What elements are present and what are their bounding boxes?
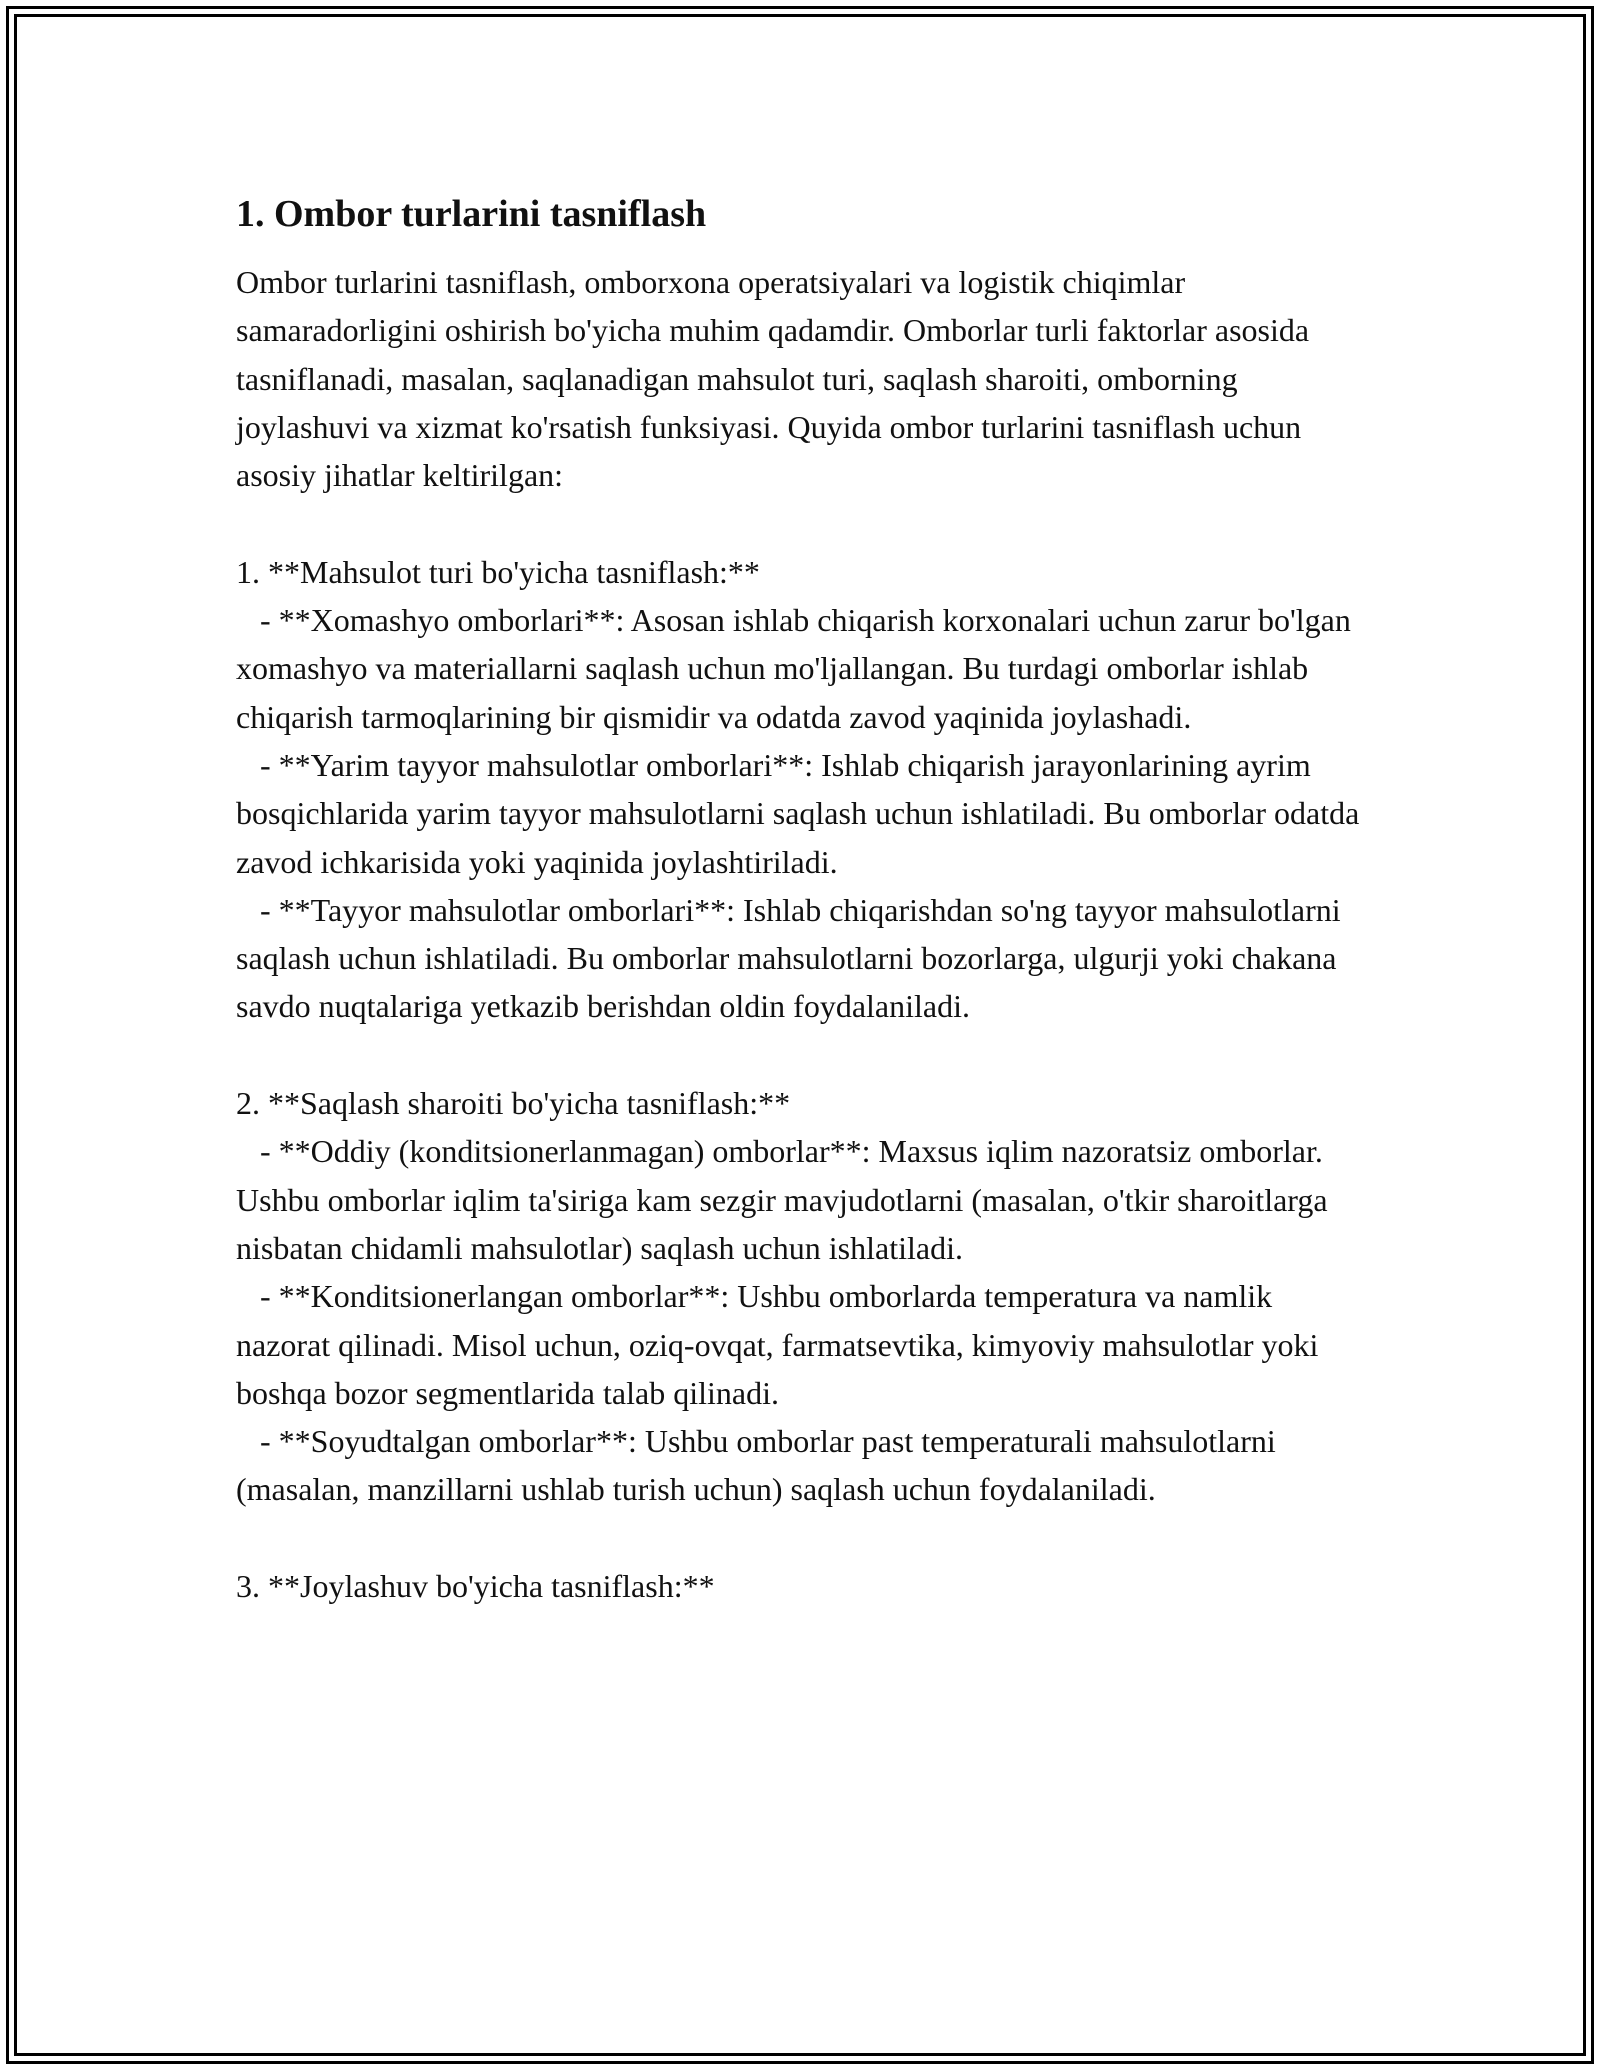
section-heading: 1. Ombor turlarini tasniflash <box>236 193 707 235</box>
document-content <box>236 188 1366 1610</box>
document-body-text: Ombor turlarini tasniflash, omborxona operatsiyalari va logistik chiqimlar samaradorligini oshirish bo'yicha muhim qadamdir. Omborlar turli faktorlar asosida tasniflanadi, masalan, saqlanadigan mahsulot turi, saqlash sharoiti, omborning joylashuvi va xizmat ko'rsatish funksiyasi. Quyida ombor turlarini tasniflash uchun asosiy jihatlar keltirilgan: 1. **Mahsulot turi bo'yicha tasniflash:** - **Xomashyo omborlari**: Asosan ishlab chiqarish korxonalari uchun zarur bo'lgan xomashyo va materiallarni saqlash uchun mo'ljallangan. Bu turdagi omborlar ishlab chiqarish tarmoqlarining bir qismidir va odatda zavod yaqinida joylashadi. - **Yarim tayyor mahsulotlar omborlari**: Ishlab chiqarish jarayonlarining ayrim bosqichlarida yarim tayyor mahsulotlarni saqlash uchun ishlatiladi. Bu omborlar odatda zavod ichkarisida yoki yaqinida joylashtiriladi. - **Tayyor mahsulotlar omborlari**: Ishlab chiqarishdan so'ng tayyor mahsulotlarni saqlash uchun ishlatiladi. Bu omborlar mahsulotlarni bozorlarga, ulgurji yoki chakana savdo nuqtalariga yetkazib berishdan oldin foydalaniladi. 2. **Saqlash sharoiti bo'yicha tasniflash:** - **Oddiy (konditsionerlanmagan) omborlar**: Maxsus iqlim nazoratsiz omborlar. Ushbu omborlar iqlim ta'siriga kam sezgir mavjudotlarni (masalan, o'tkir sharoitlarga nisbatan chidamli mahsulotlar) saqlash uchun ishlatiladi. - **Konditsionerlangan omborlar**: Ushbu omborlarda temperatura va namlik nazorat qilinadi. Misol uchun, oziq-ovqat, farmatsevtika, kimyoviy mahsulotlar yoki boshqa bozor segmentlarida talab qilinadi. - **Soyudtalgan omborlar**: Ushbu omborlar past temperaturali mahsulotlarni (masalan, manzillarni ushlab turish uchun) saqlash uchun foydalaniladi. 3. **Joylashuv bo'yicha tasniflash:** <box>236 264 1360 1605</box>
